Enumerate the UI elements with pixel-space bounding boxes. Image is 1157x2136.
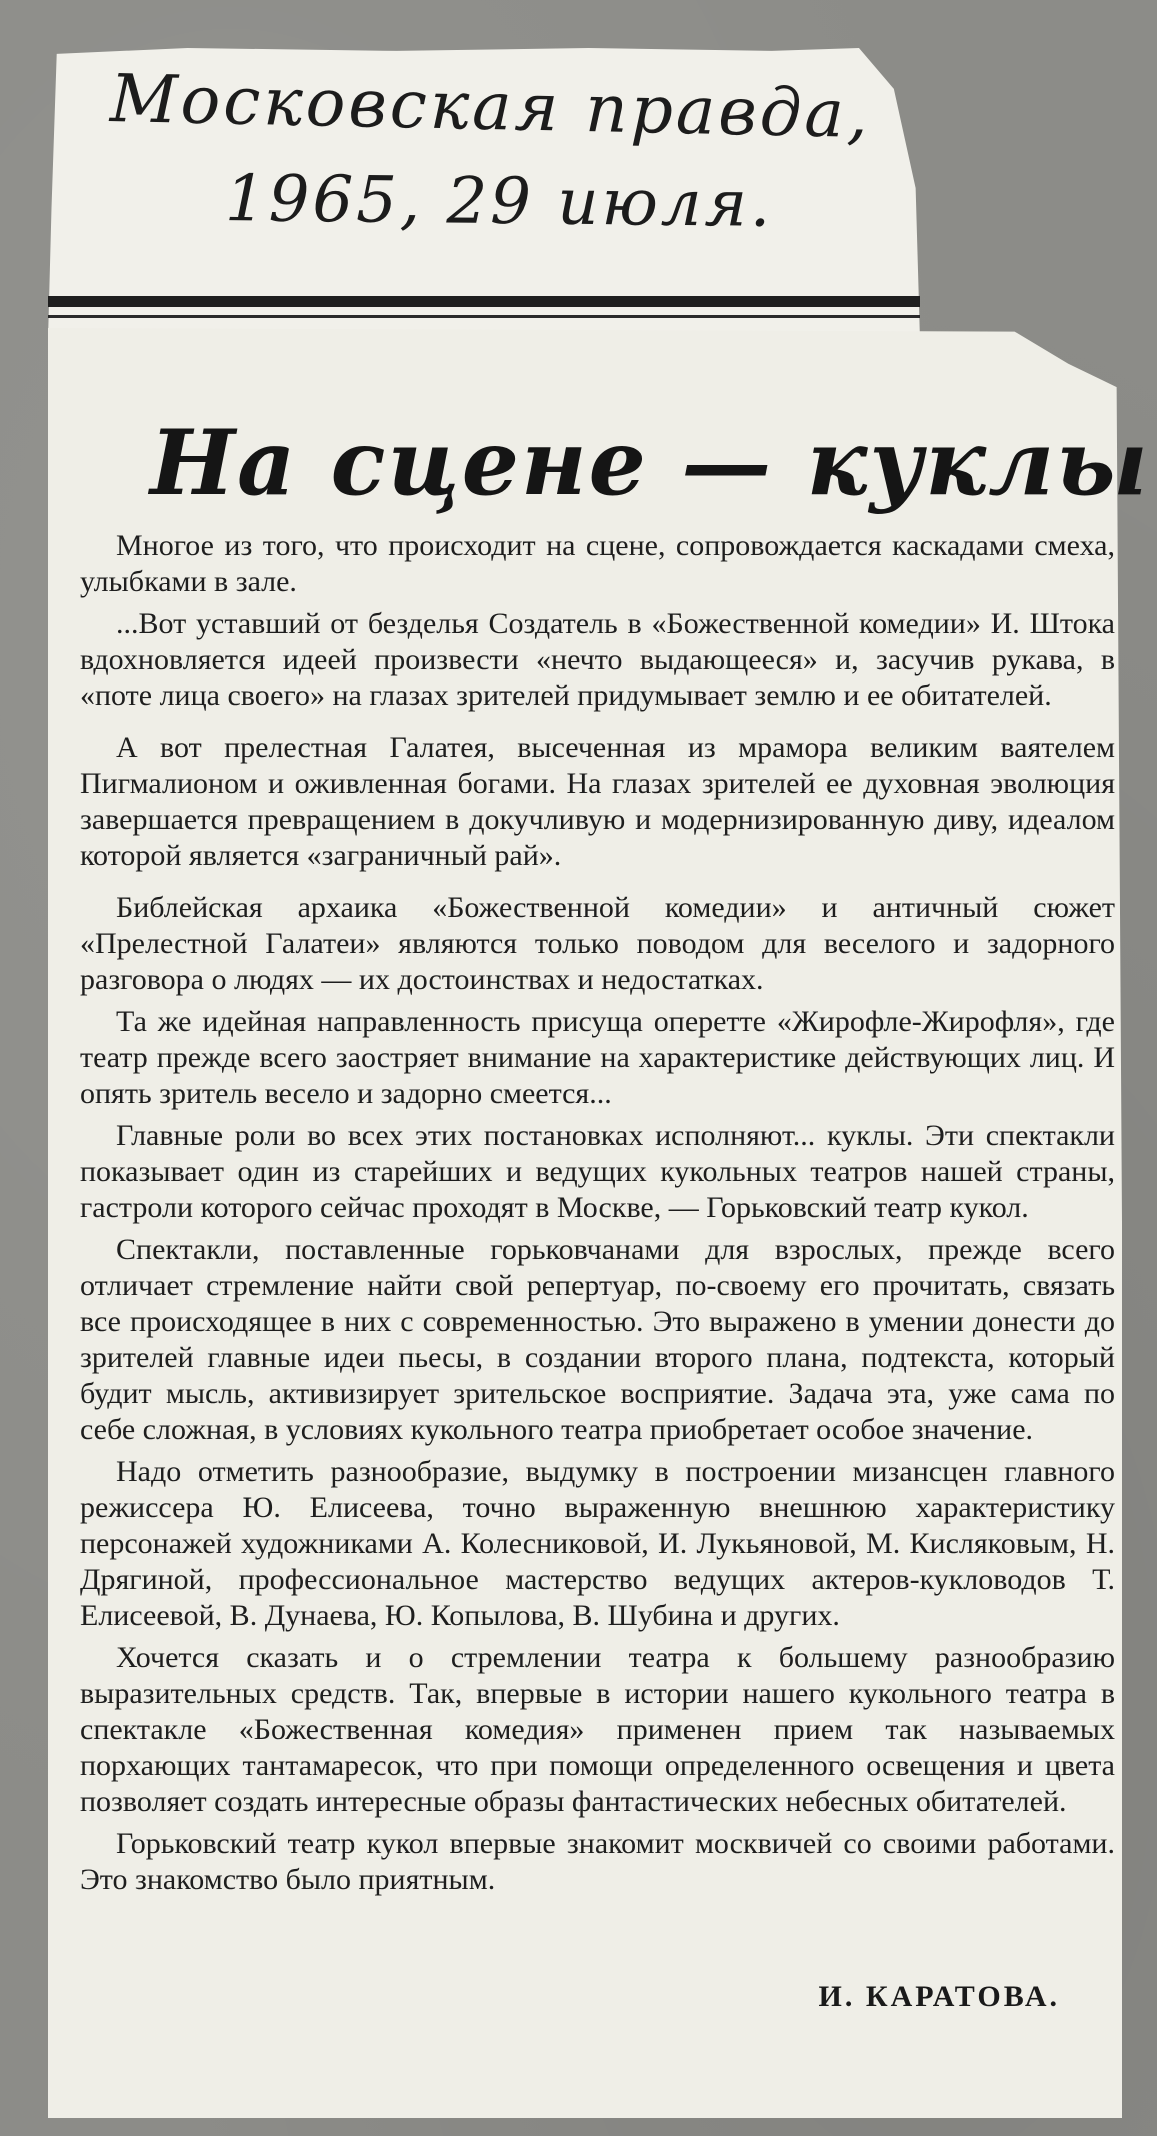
handwritten-source: Московская правда, [109, 60, 872, 153]
article-paragraph: Та же идейная направленность присуща оперетте «Жирофле-Жирофля», где театр прежде всего заостряет внимание на характеристике действующих лиц. И опять зритель весело и задорно смеется... [80, 1005, 1115, 1110]
article-paragraph: Хочется сказать и о стремлении театра к большему разнообразию выразительных средств. Так, впервые в истории нашего кукольного театра в спектакле «Божественная комедия» применен прием так называемых порхающих тантамаресок, что при помощи определенного освещения и цвета позволяет создать интересные образы фантастических небесных обитателей. [80, 1641, 1115, 1818]
article-paragraph: Спектакли, поставленные горьковчанами для взрослых, прежде всего отличает стремление найти свой репертуар, по-своему его прочитать, связать все происходящее в них с современностью. Это выражено в умении донести до зрителей главные идеи пьесы, в создании второго плана, подтекста, который будит мысль, активизирует зрительское восприятие. Задача эта, уже сама по себе сложная, в условиях кукольного театра приобретает особое значение. [80, 1233, 1115, 1446]
rule-thin [48, 315, 920, 318]
article-paragraph: Библейская архаика «Божественной комедии» и античный сюжет «Прелестной Галатеи» являются только поводом для веселого и задорного разговора о людях — их достоинствах и недостатках. [80, 891, 1115, 996]
article-byline: И. КАРАТОВА. [818, 1980, 1060, 2013]
article-body [80, 528, 1115, 1904]
rule-thick [48, 296, 920, 307]
article-paragraph: Надо отметить разнообразие, выдумку в построении мизансцен главного режиссера Ю. Елисеева, точно выраженную внешнюю характеристику персонажей художниками А. Колесниковой, И. Лукьяновой, М. Кисляковым, Н. Дрягиной, профессиональное мастерство ведущих актеров-кукловодов Т. Елисеевой, В. Дунаева, Ю. Копылова, В. Шубина и других. [80, 1455, 1115, 1632]
article-paragraph: Горьковский театр кукол впервые знакомит москвичей со своими работами. Это знакомство было приятным. [80, 1827, 1115, 1896]
article-paragraph: ...Вот уставший от безделья Создатель в «Божественной комедии» И. Штока вдохновляется идеей произвести «нечто выдающееся» и, засучив рукава, в «поте лица своего» на глазах зрителей придумывает землю и ее обитателей. [80, 607, 1115, 712]
article-paragraph: Многое из того, что происходит на сцене, сопровождается каскадами смеха, улыбками в зале. [80, 529, 1115, 598]
handwritten-date: 1965, 29 июля. [224, 162, 774, 242]
article-headline: На сцене — куклы [150, 410, 1150, 516]
article-paragraph: А вот прелестная Галатея, высеченная из мрамора великим ваятелем Пигмалионом и оживленная богами. На глазах зрителей ее духовная эволюция завершается превращением в докучливую и модернизированную диву, идеалом которой является «заграничный рай». [80, 731, 1115, 872]
article-paragraph: Главные роли во всех этих постановках исполняют... куклы. Эти спектакли показывает один из старейших и ведущих кукольных театров нашей страны, гастроли которого сейчас проходят в Москве, — Горьковский театр кукол. [80, 1119, 1115, 1224]
